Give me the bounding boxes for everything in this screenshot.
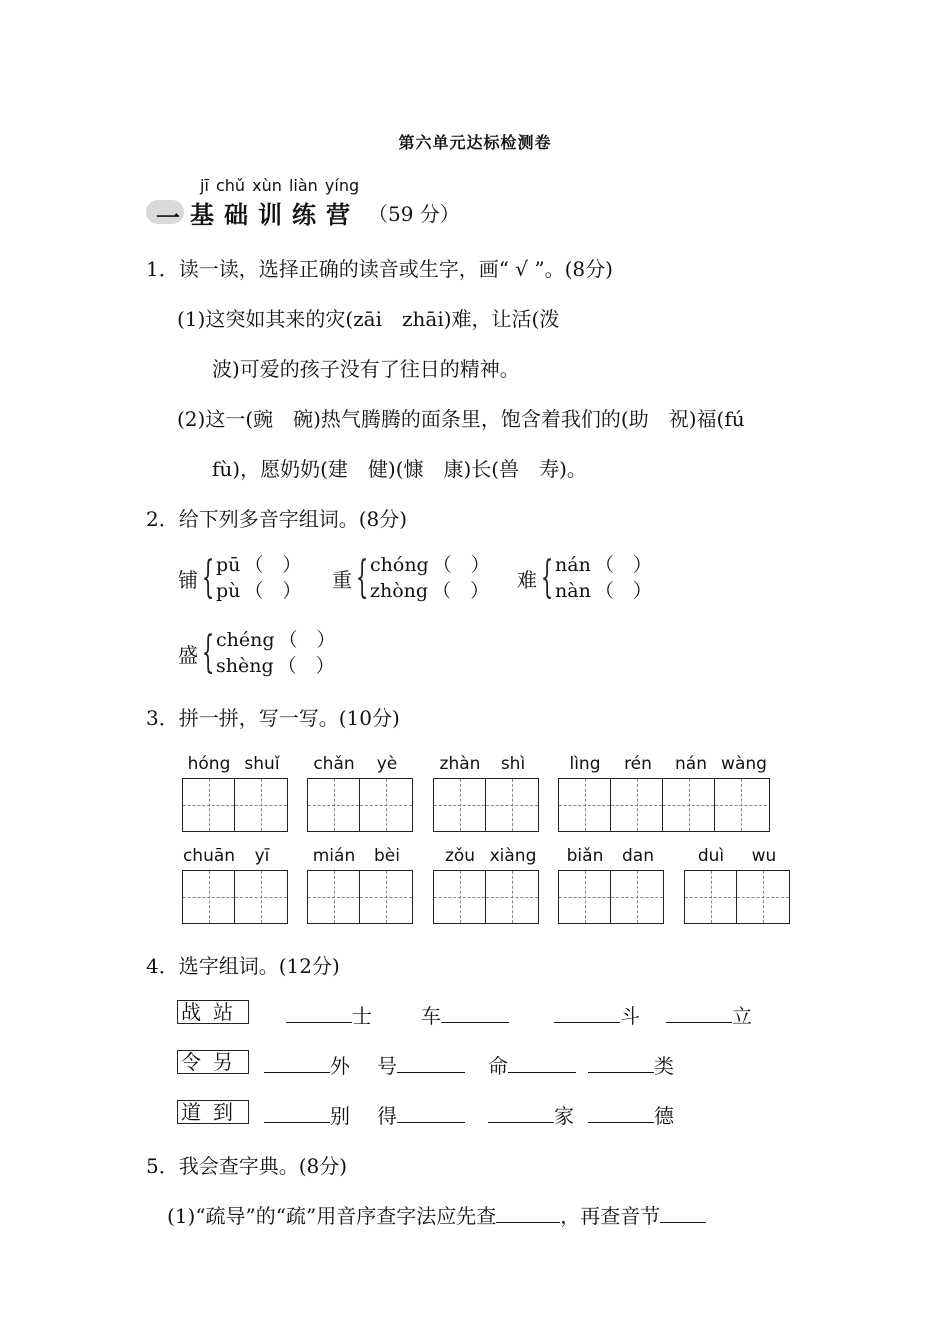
writing-cell[interactable] xyxy=(360,871,412,923)
answer-blank[interactable] xyxy=(397,1105,465,1123)
pinyin-syllable: hóng xyxy=(187,754,231,774)
fill-item xyxy=(488,1050,576,1079)
q5-item1 xyxy=(167,1200,706,1229)
given-char: 命 xyxy=(488,1054,508,1078)
pinyin-syllable: wu xyxy=(751,846,777,866)
answer-paren[interactable]: （ ） xyxy=(277,655,335,677)
fill-item xyxy=(264,1100,350,1129)
polyphone-group xyxy=(178,552,302,604)
q5-item1-text-a: (1)“疏导”的“疏”用音序查字法应先查 xyxy=(167,1204,497,1228)
pinyin-grid-group xyxy=(558,754,770,832)
answer-blank[interactable] xyxy=(496,1205,560,1223)
given-char: 外 xyxy=(330,1054,350,1078)
answer-blank[interactable] xyxy=(508,1055,576,1073)
answer-blank[interactable] xyxy=(660,1205,706,1223)
answer-blank[interactable] xyxy=(397,1055,465,1073)
q2-prompt: 2．给下列多音字组词。(8分) xyxy=(146,507,408,531)
fill-item xyxy=(377,1050,465,1079)
fill-item xyxy=(588,1050,674,1079)
pinyin-syllable: zhàn xyxy=(439,754,481,774)
writing-cell[interactable] xyxy=(235,871,287,923)
polyphone-char: 重 xyxy=(332,567,352,592)
polyphone-char: 盛 xyxy=(178,642,198,667)
pinyin-syllable: xiàng xyxy=(489,846,537,866)
polyphone-group xyxy=(332,552,490,604)
pinyin-option: pù xyxy=(216,580,241,602)
answer-paren[interactable]: （ ） xyxy=(278,629,336,651)
q1-item2-line2: fù)，愿奶奶(建 健)(慷 康)长(兽 寿)。 xyxy=(212,457,587,481)
pinyin-syllable: shì xyxy=(500,754,526,774)
writing-cell[interactable] xyxy=(663,779,715,831)
pinyin-option: nàn xyxy=(555,580,591,602)
pinyin-syllable: chǎn xyxy=(313,754,355,774)
writing-cell[interactable] xyxy=(183,871,235,923)
brace-icon: { xyxy=(201,552,215,603)
given-char: 号 xyxy=(377,1054,397,1078)
fill-item xyxy=(488,1100,574,1129)
fill-item xyxy=(264,1050,350,1079)
pinyin-syllable: nán xyxy=(675,754,707,774)
pinyin-syllable: shuǐ xyxy=(244,754,280,774)
section-header xyxy=(146,196,460,232)
pinyin-grid-group xyxy=(433,846,539,924)
pinyin-grid-group xyxy=(684,846,790,924)
answer-blank[interactable] xyxy=(588,1105,654,1123)
answer-paren[interactable]: （ ） xyxy=(594,554,652,576)
char-pair-box: 战站 xyxy=(177,1000,249,1024)
given-char: 别 xyxy=(330,1104,350,1128)
section-number: 一 xyxy=(156,204,180,232)
writing-cell[interactable] xyxy=(611,871,663,923)
writing-cell[interactable] xyxy=(486,871,538,923)
fill-item xyxy=(286,1000,372,1029)
given-char: 车 xyxy=(421,1004,441,1028)
polyphone-char: 难 xyxy=(517,567,537,592)
answer-paren[interactable]: （ ） xyxy=(244,554,302,576)
pinyin-option: nán xyxy=(555,554,591,576)
answer-paren[interactable]: （ ） xyxy=(432,580,490,602)
pinyin-grid-group xyxy=(558,846,664,924)
q1-prompt: 1．读一读，选择正确的读音或生字，画“ √ ”。(8分) xyxy=(146,257,613,281)
given-char: 士 xyxy=(352,1004,372,1028)
pinyin-option: pū xyxy=(216,554,241,576)
pinyin-syllable: mián xyxy=(312,846,356,866)
pinyin-option: chéng xyxy=(216,629,275,651)
pinyin-option: shèng xyxy=(216,655,274,677)
answer-paren[interactable]: （ ） xyxy=(244,580,302,602)
section-pinyin: jī chǔ xùn liàn yíng xyxy=(200,176,360,195)
given-char: 立 xyxy=(732,1004,752,1028)
answer-blank[interactable] xyxy=(264,1105,330,1123)
writing-cell[interactable] xyxy=(685,871,737,923)
section-score: （59 分） xyxy=(368,201,460,226)
given-char: 得 xyxy=(377,1104,397,1128)
writing-cell[interactable] xyxy=(559,871,611,923)
brace-icon: { xyxy=(201,627,215,678)
writing-cell[interactable] xyxy=(715,779,767,831)
pinyin-syllable: wàng xyxy=(721,754,767,774)
pinyin-grid-group xyxy=(182,754,288,832)
q3-prompt: 3．拼一拼，写一写。(10分) xyxy=(146,706,400,730)
q4-prompt: 4．选字组词。(12分) xyxy=(146,954,340,978)
pinyin-syllable: dan xyxy=(622,846,654,866)
pinyin-syllable: yī xyxy=(254,846,270,866)
given-char: 家 xyxy=(554,1104,574,1128)
given-char: 德 xyxy=(654,1104,674,1128)
pinyin-option: chóng xyxy=(370,554,429,576)
writing-cell[interactable] xyxy=(235,779,287,831)
answer-paren[interactable]: （ ） xyxy=(432,554,490,576)
answer-blank[interactable] xyxy=(488,1105,554,1123)
writing-cell[interactable] xyxy=(434,871,486,923)
answer-blank[interactable] xyxy=(264,1055,330,1073)
q1-item1-line2: 波)可爱的孩子没有了往日的精神。 xyxy=(212,357,520,381)
pinyin-grid-group xyxy=(307,846,413,924)
q5-prompt: 5．我会查字典。(8分) xyxy=(146,1154,348,1178)
given-char: 类 xyxy=(654,1054,674,1078)
q1-item1-line1: (1)这突如其来的灾(zāi zhāi)难，让活(泼 xyxy=(177,307,560,331)
q1-item2-line1: (2)这一(豌 碗)热气腾腾的面条里，饱含着我们的(助 祝)福(fú xyxy=(177,407,745,431)
answer-blank[interactable] xyxy=(666,1005,732,1023)
fill-item xyxy=(421,1000,509,1029)
polyphone-group xyxy=(517,552,652,604)
char-choice-row xyxy=(177,1000,249,1024)
writing-cell[interactable] xyxy=(737,871,789,923)
char-choice-row xyxy=(177,1050,249,1074)
pinyin-grid-group xyxy=(307,754,413,832)
answer-blank[interactable] xyxy=(588,1055,654,1073)
writing-cell[interactable] xyxy=(183,779,235,831)
writing-cell[interactable] xyxy=(434,779,486,831)
writing-cell[interactable] xyxy=(308,871,360,923)
given-char: 斗 xyxy=(620,1004,640,1028)
pinyin-option: zhòng xyxy=(370,580,429,602)
writing-cell[interactable] xyxy=(360,779,412,831)
answer-blank[interactable] xyxy=(441,1005,509,1023)
writing-cell[interactable] xyxy=(486,779,538,831)
fill-item xyxy=(377,1100,465,1129)
q5-item1-text-b: ，再查音节 xyxy=(560,1204,661,1228)
fill-item xyxy=(666,1000,752,1029)
pinyin-syllable: zǒu xyxy=(444,846,476,866)
answer-blank[interactable] xyxy=(286,1005,352,1023)
brace-icon: { xyxy=(355,552,369,603)
char-choice-row xyxy=(177,1100,249,1124)
pinyin-grid-group xyxy=(182,846,288,924)
section-name: 基础训练营 xyxy=(190,200,360,229)
pinyin-syllable: lìng xyxy=(569,754,601,774)
polyphone-group xyxy=(178,627,336,679)
pinyin-syllable: chuān xyxy=(182,846,236,866)
writing-cell[interactable] xyxy=(308,779,360,831)
writing-cell[interactable] xyxy=(611,779,663,831)
fill-item xyxy=(588,1100,674,1129)
pinyin-syllable: biǎn xyxy=(566,846,604,866)
pinyin-syllable: duì xyxy=(697,846,725,866)
fill-item xyxy=(554,1000,640,1029)
brace-icon: { xyxy=(540,552,554,603)
answer-blank[interactable] xyxy=(554,1005,620,1023)
writing-cell[interactable] xyxy=(559,779,611,831)
section-number-badge xyxy=(146,198,186,232)
pinyin-syllable: rén xyxy=(624,754,652,774)
pinyin-grid-group xyxy=(433,754,539,832)
answer-paren[interactable]: （ ） xyxy=(594,580,652,602)
char-pair-box: 道到 xyxy=(177,1100,249,1124)
polyphone-char: 铺 xyxy=(178,567,198,592)
page-title: 第六单元达标检测卷 xyxy=(398,133,552,152)
pinyin-syllable: yè xyxy=(376,754,398,774)
char-pair-box: 令另 xyxy=(177,1050,249,1074)
pinyin-syllable: bèi xyxy=(374,846,400,866)
